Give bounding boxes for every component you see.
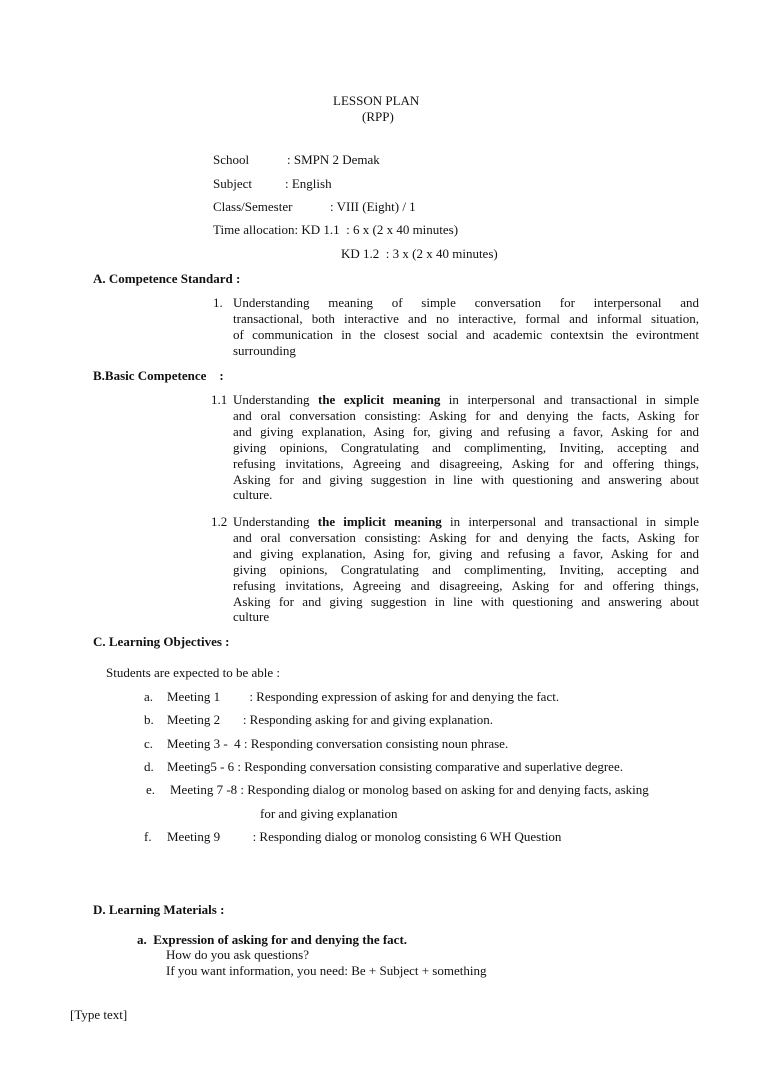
text-line: Asking for and giving suggestion in line with questioning and answering about (233, 471, 699, 487)
text: Understanding (233, 514, 318, 529)
bold-text: the implicit meaning (317, 514, 442, 529)
text: in interpersonal and transactional in simple (441, 514, 700, 529)
footer-placeholder: [Type text] (70, 1007, 128, 1022)
list-number: 1.2 (211, 514, 228, 529)
subject-label: Subject (213, 176, 252, 191)
section-a-heading: A. Competence Standard : (93, 271, 241, 286)
text-line: culture. (233, 487, 273, 503)
time-allocation: Time allocation: KD 1.1 : 6 x (2 x 40 minutes) (213, 222, 459, 237)
objective-item: Meeting 1 : Responding expression of asking for and denying the fact. (167, 689, 560, 704)
materials-line: If you want information, you need: Be + Subject + something (166, 963, 487, 978)
school-value: : SMPN 2 Demak (287, 152, 380, 167)
text-line: transactional, both interactive and no interactive, formal and informal situation, (233, 310, 699, 326)
competence-standard-text (233, 295, 699, 359)
basic-competence-1-1 (233, 392, 699, 503)
text-line: surrounding (233, 342, 296, 358)
objective-item-continuation: for and giving explanation (260, 806, 398, 821)
section-d-heading: D. Learning Materials : (93, 902, 225, 917)
subject-value: : English (285, 176, 332, 191)
objective-item: Meeting 3 - 4 : Responding conversation consisting noun phrase. (167, 736, 509, 751)
list-number: 1. (213, 295, 223, 310)
school-label: School (213, 152, 250, 167)
text: in interpersonal and transactional in simple (440, 392, 699, 407)
doc-subtitle: (RPP) (362, 109, 394, 124)
list-letter: f. (144, 829, 152, 844)
objective-item: Meeting 7 -8 : Responding dialog or monolog based on asking for and denying facts, asking (170, 782, 649, 797)
text-line: giving opinions, Congratulating and complimenting, Inviting, accepting and (233, 561, 699, 577)
objective-item: Meeting 9 : Responding dialog or monolog consisting 6 WH Question (167, 829, 562, 844)
objective-item: Meeting5 - 6 : Responding conversation consisting comparative and superlative degree. (167, 759, 623, 774)
objective-item: Meeting 2 : Responding asking for and giving explanation. (167, 712, 494, 727)
list-letter: c. (144, 736, 154, 751)
text-line: of communication in the closest social and academic contextsin the evirontment (233, 326, 699, 342)
objectives-intro: Students are expected to be able : (106, 665, 280, 680)
list-letter: a. (144, 689, 154, 704)
list-number: 1.1 (211, 392, 228, 407)
basic-competence-1-2 (233, 514, 699, 625)
text: Understanding (233, 392, 318, 407)
materials-subheading: a. Expression of asking for and denying the fact. (137, 932, 408, 947)
list-letter: b. (144, 712, 154, 727)
list-letter: e. (146, 782, 156, 797)
materials-line: How do you ask questions? (166, 947, 309, 962)
text-line (233, 514, 699, 530)
text-line: refusing invitations, Agreeing and disagreeing, Asking for and offering things, (233, 455, 699, 471)
text-line: giving opinions, Congratulating and complimenting, Inviting, accepting and (233, 439, 699, 455)
text-line (233, 392, 699, 408)
class-value: : VIII (Eight) / 1 (330, 199, 416, 214)
class-label: Class/Semester (213, 199, 293, 214)
text-line: refusing invitations, Agreeing and disagreeing, Asking for and offering things, (233, 577, 699, 593)
time-allocation-2: KD 1.2 : 3 x (2 x 40 minutes) (341, 246, 498, 261)
text-line: Asking for and giving suggestion in line with questioning and answering about (233, 593, 699, 609)
section-b-heading: B.Basic Competence : (93, 368, 224, 383)
doc-title: LESSON PLAN (333, 93, 420, 108)
text-line: and oral conversation consisting: Asking for and denying the facts, Asking for (233, 529, 699, 545)
text-line: and giving explanation, Asing for, giving and refusing a favor, Asking for and (233, 545, 699, 561)
bold-text: the explicit meaning (318, 392, 441, 407)
section-c-heading: C. Learning Objectives : (93, 634, 230, 649)
text-line: and oral conversation consisting: Asking for and denying the facts, Asking for (233, 407, 699, 423)
list-letter: d. (144, 759, 154, 774)
text-line: and giving explanation, Asing for, giving and refusing a favor, Asking for and (233, 423, 699, 439)
text-line: culture (233, 609, 270, 625)
text-line: Understanding meaning of simple conversation for interpersonal and (233, 295, 699, 310)
